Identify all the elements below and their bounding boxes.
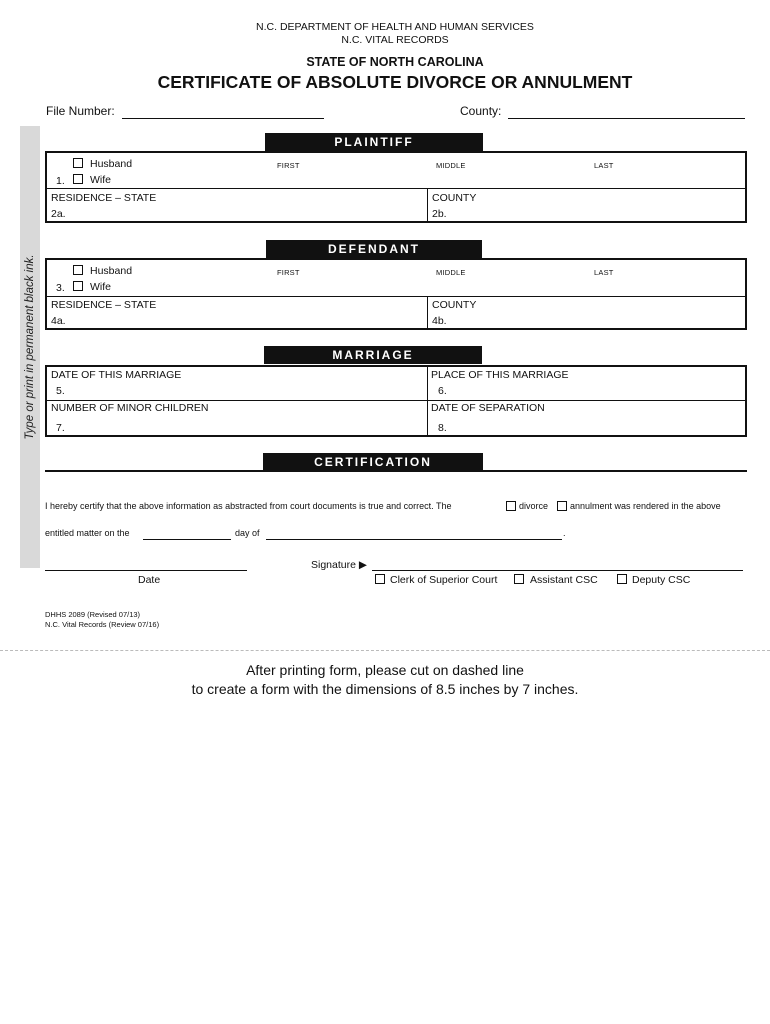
plaintiff-wife-label: Wife (90, 174, 111, 186)
certification-rule (45, 470, 747, 472)
ink-instruction: Type or print in permanent black ink. (24, 254, 36, 440)
state-name: STATE OF NORTH CAROLINA (306, 55, 484, 69)
department-name: N.C. DEPARTMENT OF HEALTH AND HUMAN SERVICES (256, 21, 534, 33)
defendant-county-label: COUNTY (432, 299, 477, 311)
clerk-label: Clerk of Superior Court (390, 574, 498, 586)
defendant-residence-number: 4a. (51, 315, 66, 327)
assistant-csc-label: Assistant CSC (530, 574, 598, 586)
plaintiff-last-label: LAST (594, 161, 614, 170)
defendant-item-number: 3. (56, 282, 65, 294)
annulment-checkbox[interactable] (557, 501, 567, 511)
signature-field[interactable] (372, 570, 743, 571)
defendant-first-label: FIRST (277, 268, 300, 277)
minor-children-number: 7. (56, 422, 65, 434)
print-note-line1: After printing form, please cut on dashed line (246, 662, 524, 678)
plaintiff-middle-label: MIDDLE (436, 161, 466, 170)
defendant-middle-label: MIDDLE (436, 268, 466, 277)
decree-day-field[interactable] (143, 539, 231, 540)
office-name: N.C. VITAL RECORDS (341, 34, 449, 46)
assistant-csc-checkbox[interactable] (514, 574, 524, 584)
clerk-checkbox[interactable] (375, 574, 385, 584)
plaintiff-heading: PLAINTIFF (265, 133, 483, 151)
defendant-husband-label: Husband (90, 265, 133, 277)
certification-heading: CERTIFICATION (263, 453, 483, 471)
deputy-csc-checkbox[interactable] (617, 574, 627, 584)
plaintiff-box (45, 151, 747, 223)
divorce-checkbox[interactable] (506, 501, 516, 511)
separation-date-number: 8. (438, 422, 447, 434)
county-field[interactable] (508, 118, 745, 119)
entitled-matter-label: entitled matter on the (45, 528, 130, 538)
file-number-field[interactable] (122, 118, 324, 119)
plaintiff-husband-label: Husband (90, 158, 133, 170)
plaintiff-husband-checkbox[interactable] (73, 158, 83, 168)
defendant-residence-label: RESIDENCE – STATE (51, 299, 157, 311)
print-note-line2: to create a form with the dimensions of 8.5 inches by 7 inches. (191, 681, 579, 697)
plaintiff-residence-number: 2a. (51, 208, 66, 220)
plaintiff-first-label: FIRST (277, 161, 300, 170)
annulment-label: annulment was rendered in the above (570, 501, 721, 511)
page-title: CERTIFICATE OF ABSOLUTE DIVORCE OR ANNULMENT (157, 72, 633, 92)
marriage-place-number: 6. (438, 385, 447, 397)
date-field[interactable] (45, 570, 247, 571)
defendant-last-label: LAST (594, 268, 614, 277)
divorce-label: divorce (519, 501, 549, 511)
cut-line (0, 650, 770, 651)
defendant-husband-checkbox[interactable] (73, 265, 83, 275)
defendant-wife-checkbox[interactable] (73, 281, 83, 291)
form-id: DHHS 2089 (Revised 07/13) (45, 610, 141, 619)
certification-statement: I hereby certify that the above information as abstracted from court documents is true and correct. The (45, 501, 452, 511)
county-label: County: (460, 104, 502, 118)
decree-month-year-field[interactable] (266, 539, 562, 540)
marriage-date-number: 5. (56, 385, 65, 397)
defendant-wife-label: Wife (90, 281, 111, 293)
plaintiff-wife-checkbox[interactable] (73, 174, 83, 184)
marriage-heading: MARRIAGE (264, 346, 482, 364)
minor-children-label: NUMBER OF MINOR CHILDREN (51, 402, 209, 414)
file-number-label: File Number: (46, 104, 115, 118)
marriage-place-label: PLACE OF THIS MARRIAGE (431, 369, 569, 381)
defendant-heading: DEFENDANT (266, 240, 482, 258)
plaintiff-item-number: 1. (56, 175, 65, 187)
date-label: Date (138, 574, 161, 586)
deputy-csc-label: Deputy CSC (632, 574, 691, 586)
review-date: N.C. Vital Records (Review 07/16) (45, 620, 160, 629)
defendant-county-number: 4b. (432, 315, 447, 327)
separation-date-label: DATE OF SEPARATION (431, 402, 545, 414)
plaintiff-residence-label: RESIDENCE – STATE (51, 192, 157, 204)
day-of-label: day of (235, 528, 260, 538)
plaintiff-county-number: 2b. (432, 208, 447, 220)
marriage-date-label: DATE OF THIS MARRIAGE (51, 369, 182, 381)
signature-label: Signature ▶ (311, 559, 367, 571)
defendant-box (45, 258, 747, 330)
plaintiff-county-label: COUNTY (432, 192, 477, 204)
sentence-period: . (563, 528, 566, 538)
